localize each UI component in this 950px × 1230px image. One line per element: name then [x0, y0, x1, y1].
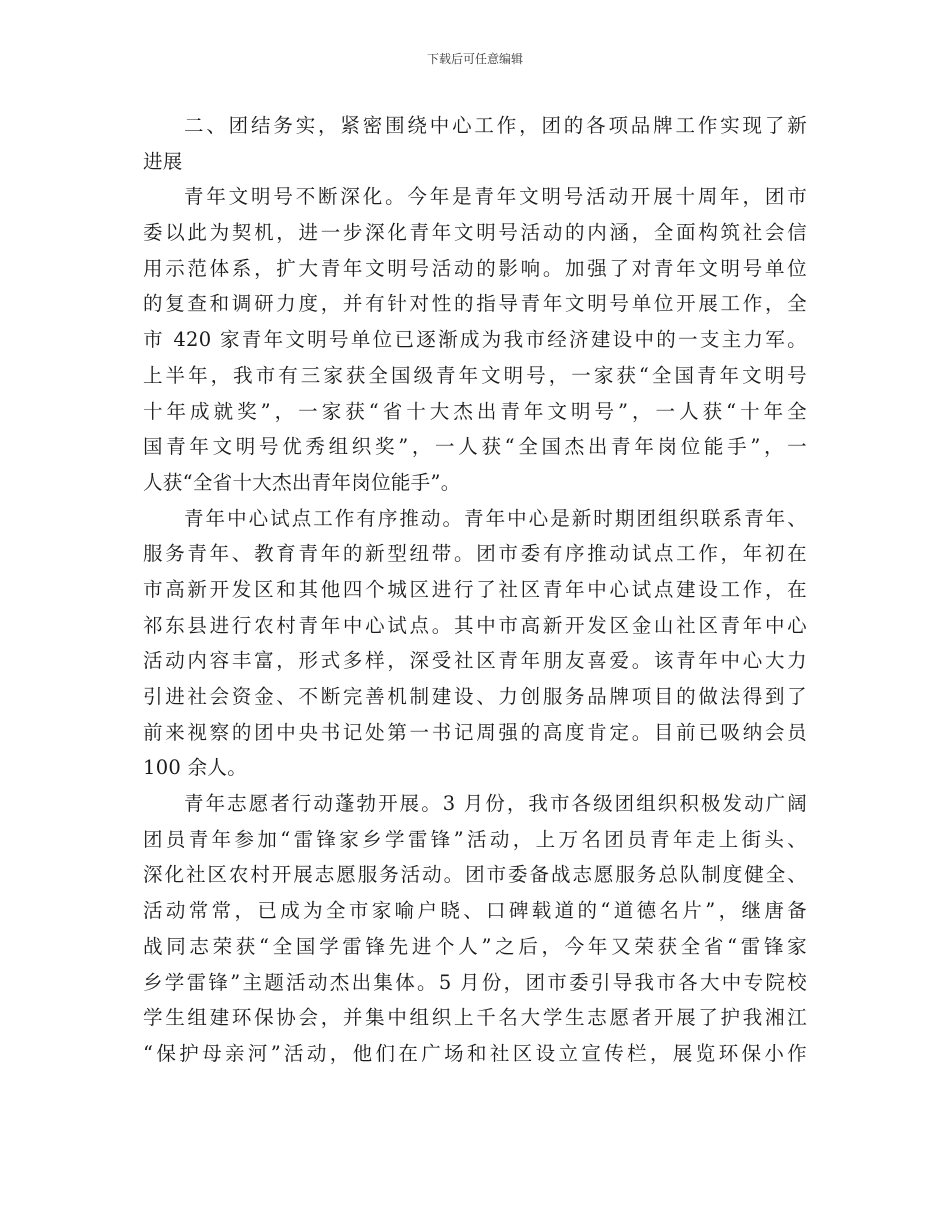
text-line: 二、团结务实，紧密围绕中心工作，团的各项品牌工作实现了新 [184, 114, 807, 137]
text-line: 引进社会资金、不断完善机制建设、力创服务品牌项目的做法得到了 [143, 685, 807, 708]
text-line: 活动内容丰富，形式多样，深受社区青年朋友喜爱。该青年中心大力 [143, 649, 807, 673]
paragraph-civilization [143, 179, 807, 500]
paragraph-volunteers [143, 786, 807, 1072]
text-line: 活动常常，已成为全市家喻户晓、口碑载道的“道德名片”，继唐备 [143, 899, 807, 923]
text-line: “保护母亲河”活动，他们在广场和社区设立宣传栏，展览环保小作 [143, 1041, 807, 1065]
text-line: 100 余人。 [143, 756, 248, 780]
text-line: 团员青年参加“雷锋家乡学雷锋”活动，上万名团员青年走上街头、 [143, 827, 807, 851]
text-line: 服务青年、教育青年的新型纽带。团市委有序推动试点工作，年初在 [143, 542, 807, 566]
text-line: 用示范体系，扩大青年文明号活动的影响。加强了对青年文明号单位 [143, 256, 807, 280]
text-line: 青年中心试点工作有序推动。青年中心是新时期团组织联系青年、 [184, 506, 807, 530]
text-line: 进展 [143, 149, 183, 173]
text-line: 乡学雷锋”主题活动杰出集体。5 月份，团市委引导我市各大中专院校 [143, 970, 807, 994]
text-line: 的复查和调研力度，并有针对性的指导青年文明号单位开展工作，全 [143, 292, 807, 316]
text-line: 市 420 家青年文明号单位已逐渐成为我市经济建设中的一支主力军。 [143, 328, 807, 352]
text-line: 十年成就奖”，一家获“省十大杰出青年文明号”，一人获“十年全 [143, 399, 807, 423]
text-line: 委以此为契机，进一步深化青年文明号活动的内涵，全面构筑社会信 [143, 221, 807, 245]
text-line: 祁东县进行农村青年中心试点。其中市高新开发区金山社区青年中心 [143, 613, 807, 637]
text-line: 市高新开发区和其他四个城区进行了社区青年中心试点建设工作，在 [143, 577, 807, 601]
text-line: 学生组建环保协会，并集中组织上千名大学生志愿者开展了护我湘江 [143, 1006, 807, 1030]
page-header-note: 下载后可任意编辑 [426, 52, 523, 66]
section-heading [143, 108, 807, 179]
text-line: 青年文明号不断深化。今年是青年文明号活动开展十周年，团市 [184, 185, 807, 209]
text-line: 战同志荣获“全国学雷锋先进个人”之后，今年又荣获全省“雷锋家 [143, 934, 807, 958]
text-line: 青年志愿者行动蓬勃开展。3 月份，我市各级团组织积极发动广阔 [184, 792, 807, 816]
text-line: 前来视察的团中央书记处第一书记周强的高度肯定。目前已吸纳会员 [143, 720, 807, 744]
text-line: 人获“全省十大杰出青年岗位能手”。 [143, 470, 461, 494]
text-line: 国青年文明号优秀组织奖”，一人获“全国杰出青年岗位能手”，一 [143, 435, 807, 459]
document-body [143, 108, 807, 1072]
text-line: 深化社区农村开展志愿服务活动。团市委备战志愿服务总队制度健全、 [143, 863, 807, 887]
paragraph-youth-center [143, 501, 807, 787]
text-line: 上半年，我市有三家获全国级青年文明号，一家获“全国青年文明号 [143, 363, 807, 387]
